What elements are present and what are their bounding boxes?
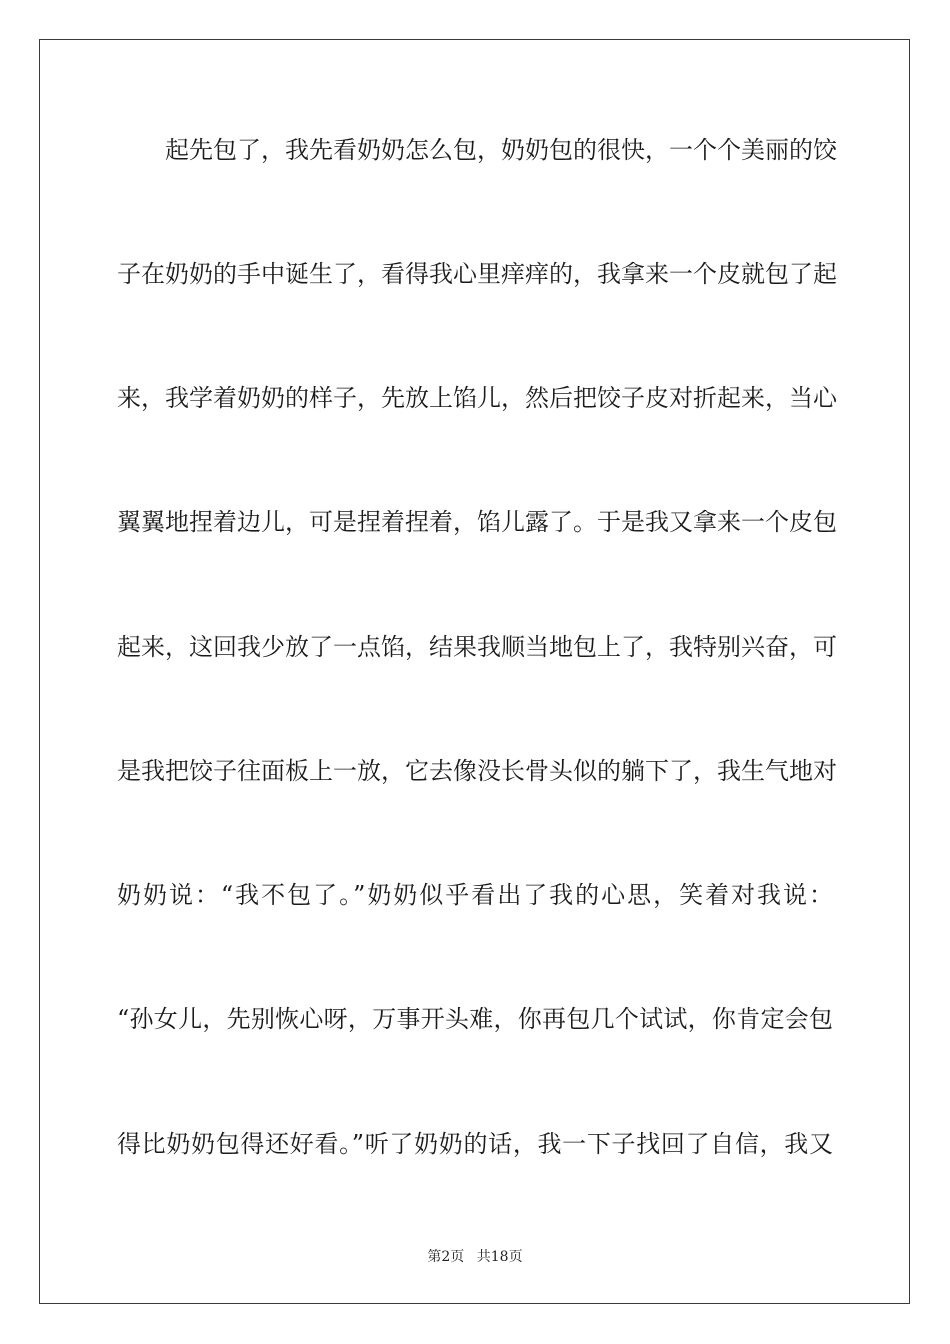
paragraph-line-7: 奶奶说：“我不包了。”奶奶似乎看出了我的心思，笑着对我说：: [117, 881, 833, 909]
page-number: 第2页: [427, 1249, 465, 1265]
page-border: [39, 39, 910, 1304]
page-footer: [0, 1248, 950, 1266]
paragraph-line-8: “孙女儿，先别恢心呀，万事开头难，你再包几个试试，你肯定会包: [117, 1005, 833, 1033]
page-total: 共18页: [476, 1249, 523, 1265]
paragraph-line-6: 是我把饺子往面板上一放，它去像没长骨头似的躺下了，我生气地对: [117, 757, 837, 785]
paragraph-line-5: 起来，这回我少放了一点馅，结果我顺当地包上了，我特别兴奋，可: [117, 633, 837, 661]
paragraph-line-9: 得比奶奶包得还好看。”听了奶奶的话，我一下子找回了自信，我又: [117, 1130, 833, 1158]
paragraph-line-1: 起先包了，我先看奶奶怎么包，奶奶包的很快，一个个美丽的饺: [165, 136, 837, 164]
paragraph-line-3: 来，我学着奶奶的样子，先放上馅儿，然后把饺子皮对折起来，当心: [117, 384, 837, 412]
paragraph-line-4: 翼翼地捏着边儿，可是捏着捏着，馅儿露了。于是我又拿来一个皮包: [117, 508, 837, 536]
paragraph-line-2: 子在奶奶的手中诞生了，看得我心里痒痒的，我拿来一个皮就包了起: [117, 260, 837, 288]
